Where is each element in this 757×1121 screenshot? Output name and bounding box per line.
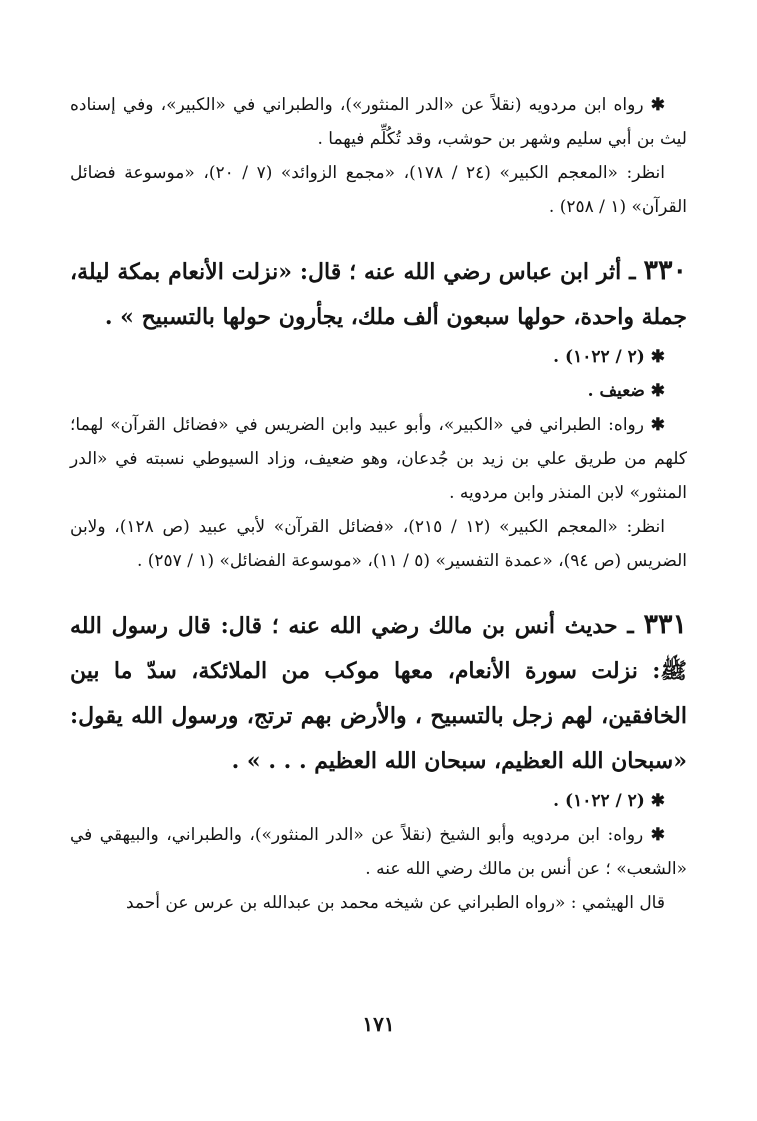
references-text: انظر: «المعجم الكبير» (١٢ / ٢١٥)، «فضائل القرآن» لأبي عبيد (ص ١٢٨)، ولابن الضريس (ص ٩٤)، «عمدة التفسير» (٥ / ١١)، «موسوعة الفضائل» (١ / ٢٥٧) . xyxy=(70,517,687,571)
paragraph-narration xyxy=(70,88,687,156)
paragraph-grade xyxy=(70,374,687,408)
paragraph-references xyxy=(70,510,687,578)
asterisk-bullet-icon: ✱ xyxy=(650,791,665,811)
narration-text: رواه: الطبراني في «الكبير»، وأبو عبيد وابن الضريس في «فضائل القرآن» لهما؛ كلهم من طريق علي بن زيد بن جُدعان، وهو ضعيف، وزاد السيوطي نسبته في «الدر المنثور» لابن المنذر وابن مردويه . xyxy=(70,415,687,503)
hadith-number: ٣٣٠ xyxy=(643,255,687,286)
asterisk-bullet-icon: ✱ xyxy=(650,825,665,845)
narration-text: رواه ابن مردويه (نقلاً عن «الدر المنثور»)، والطبراني في «الكبير»، وفي إسناده ليث بن أبي سليم وشهر بن حوشب، وقد تُكُلِّم فيهما . xyxy=(70,95,687,149)
narration-text: رواه: ابن مردويه وأبو الشيخ (نقلاً عن «الدر المنثور»)، والطبراني، والبيهقي في «الشعب» ؛ عن أنس بن مالك رضي الله عنه . xyxy=(70,825,687,879)
paragraph-ref xyxy=(70,340,687,374)
paragraph-narration xyxy=(70,818,687,886)
grade-text: ضعيف . xyxy=(587,381,645,401)
hadith-number: ٣٣١ xyxy=(643,609,687,640)
paragraph-ref xyxy=(70,784,687,818)
references-text: انظر: «المعجم الكبير» (٢٤ / ١٧٨)، «مجمع الزوائد» (٧ / ٢٠)، «موسوعة فضائل القرآن» (١ / ٢٥٨) . xyxy=(70,163,687,217)
paragraph-narration xyxy=(70,408,687,510)
hadith-331-heading xyxy=(70,602,687,784)
hadith-text: ـ حديث أنس بن مالك رضي الله عنه ؛ قال: قال رسول الله ﷺ: نزلت سورة الأنعام، معها موكب من الملائكة، سدّ ما بين الخافقين، لهم زجل بالتسبيح ، والأرض بهم ترتج، ورسول الله يقول: «سبحان الله العظيم، سبحان الله العظيم . . . » . xyxy=(70,613,687,774)
paragraph-quote xyxy=(70,886,687,920)
asterisk-bullet-icon: ✱ xyxy=(650,95,666,115)
asterisk-bullet-icon: ✱ xyxy=(650,381,665,401)
page-number: ١٧١ xyxy=(362,1012,395,1036)
hadith-330-heading xyxy=(70,248,687,340)
asterisk-bullet-icon: ✱ xyxy=(650,415,666,435)
ref-text: (٢ / ١٠٢٢) . xyxy=(553,791,645,811)
ref-text: (٢ / ١٠٢٢) . xyxy=(553,347,645,367)
hadith-text: ـ أثر ابن عباس رضي الله عنه ؛ قال: «نزلت الأنعام بمكة ليلة، جملة واحدة، حولها سبعون ألف ملك، يجأرون حولها بالتسبيح » . xyxy=(70,259,687,330)
paragraph-references xyxy=(70,156,687,224)
quote-text: قال الهيثمي : «رواه الطبراني عن شيخه محمد بن عبدالله بن عرس عن أحمد xyxy=(126,893,665,913)
asterisk-bullet-icon: ✱ xyxy=(650,347,665,367)
